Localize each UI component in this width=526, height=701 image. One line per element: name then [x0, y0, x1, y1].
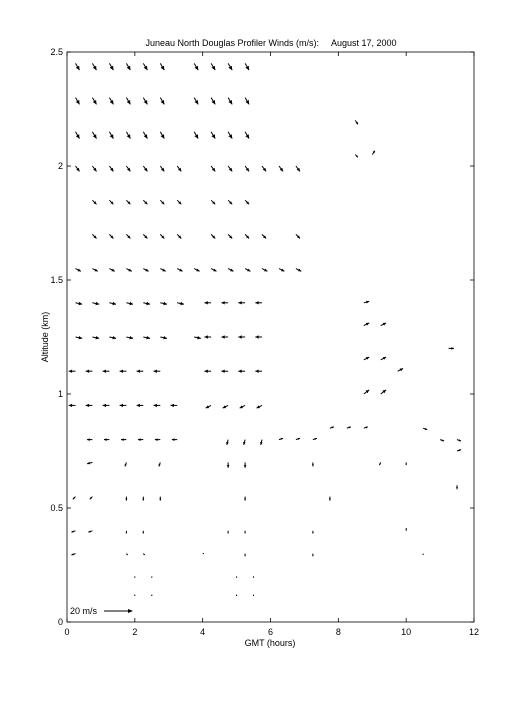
wind-vector-head — [197, 336, 201, 339]
x-tick-label: 6 — [267, 627, 274, 637]
wind-vector-head — [451, 347, 454, 350]
wind-vector-head — [79, 336, 83, 339]
wind-vector-head — [154, 370, 157, 373]
wind-vector-head — [238, 370, 241, 373]
wind-vector-head — [112, 302, 116, 305]
wind-vector-head — [71, 553, 73, 555]
wind-vector-head — [125, 499, 127, 501]
wind-vector-head — [329, 499, 331, 501]
x-tick-label: 0 — [64, 627, 70, 637]
wind-vector-head — [155, 438, 158, 441]
wind-vector-head — [129, 302, 133, 305]
wind-vector-head — [120, 370, 123, 373]
y-tick-label: 2 — [57, 161, 63, 171]
y-tick-label: 2.5 — [50, 47, 63, 57]
wind-vector-head — [96, 302, 100, 305]
chart-title: Juneau North Douglas Profiler Winds (m/s): August 17, 2000 — [145, 38, 397, 48]
wind-vector-head — [204, 335, 207, 338]
wind-vector-head — [87, 438, 90, 441]
wind-vector-head — [86, 370, 89, 373]
wind-vector-head — [312, 464, 314, 466]
y-tick-label: 1 — [57, 389, 63, 399]
x-tick-label: 10 — [401, 627, 412, 637]
wind-vector-head — [69, 404, 72, 407]
wind-vector-head — [121, 438, 124, 441]
wind-vector-head — [146, 302, 150, 305]
x-axis-ticks — [64, 52, 479, 637]
x-axis-label: GMT (hours) — [244, 638, 296, 648]
wind-vector-head — [255, 370, 258, 373]
wind-vector-head — [163, 336, 167, 339]
wind-vector-head — [255, 301, 258, 304]
wind-vector-head — [142, 499, 144, 501]
scale-key — [70, 606, 133, 616]
y-tick-label: 0 — [57, 617, 63, 627]
wind-vector-head — [103, 404, 106, 407]
scale-key-label: 20 m/s — [70, 606, 98, 616]
wind-vector-head — [137, 370, 140, 373]
wind-vectors — [69, 63, 461, 596]
y-tick-label: 1.5 — [50, 275, 63, 285]
wind-vector-head — [456, 487, 458, 489]
wind-vector-head — [79, 302, 83, 305]
wind-vector-head — [137, 404, 140, 407]
wind-vector-head — [138, 438, 141, 441]
wind-vector-head — [96, 336, 100, 339]
wind-vector-head — [163, 302, 167, 305]
wind-vector-head — [459, 449, 461, 451]
x-tick-label: 8 — [335, 627, 341, 637]
wind-vector-head — [238, 335, 241, 338]
x-tick-label: 4 — [200, 627, 206, 637]
wind-vector-head — [172, 438, 175, 441]
wind-vector-head — [204, 370, 207, 373]
wind-vector-head — [425, 428, 427, 430]
wind-vector-head — [221, 335, 224, 338]
wind-vector-head — [112, 336, 116, 339]
wind-vector-head — [227, 465, 230, 468]
wind-vector-head — [154, 404, 157, 407]
scale-key-arrow-head — [128, 609, 133, 613]
wind-vector-head — [120, 404, 123, 407]
wind-vector-head — [103, 370, 106, 373]
wind-vector-head — [204, 301, 207, 304]
wind-vector-head — [86, 404, 89, 407]
y-tick-label: 0.5 — [50, 503, 63, 513]
wind-vector-head — [255, 335, 258, 338]
wind-vector-head — [442, 439, 444, 441]
wind-vector-head — [238, 301, 241, 304]
wind-vector-head — [146, 336, 150, 339]
wind-vector-head — [221, 301, 224, 304]
y-axis-label: Altitude (km) — [40, 311, 50, 363]
wind-vector-head — [69, 370, 72, 373]
wind-vector-head — [180, 302, 184, 305]
x-tick-label: 2 — [132, 627, 138, 637]
wind-vector-head — [244, 499, 246, 501]
wind-vector-head — [159, 499, 161, 501]
x-tick-label: 12 — [468, 627, 480, 637]
wind-vector-head — [104, 438, 107, 441]
plot-area — [50, 47, 479, 637]
wind-vector-head — [459, 439, 461, 441]
wind-vector-head — [129, 336, 133, 339]
wind-vector-head — [244, 465, 247, 468]
wind-vector-head — [171, 404, 174, 407]
wind-vector-head — [221, 370, 224, 373]
